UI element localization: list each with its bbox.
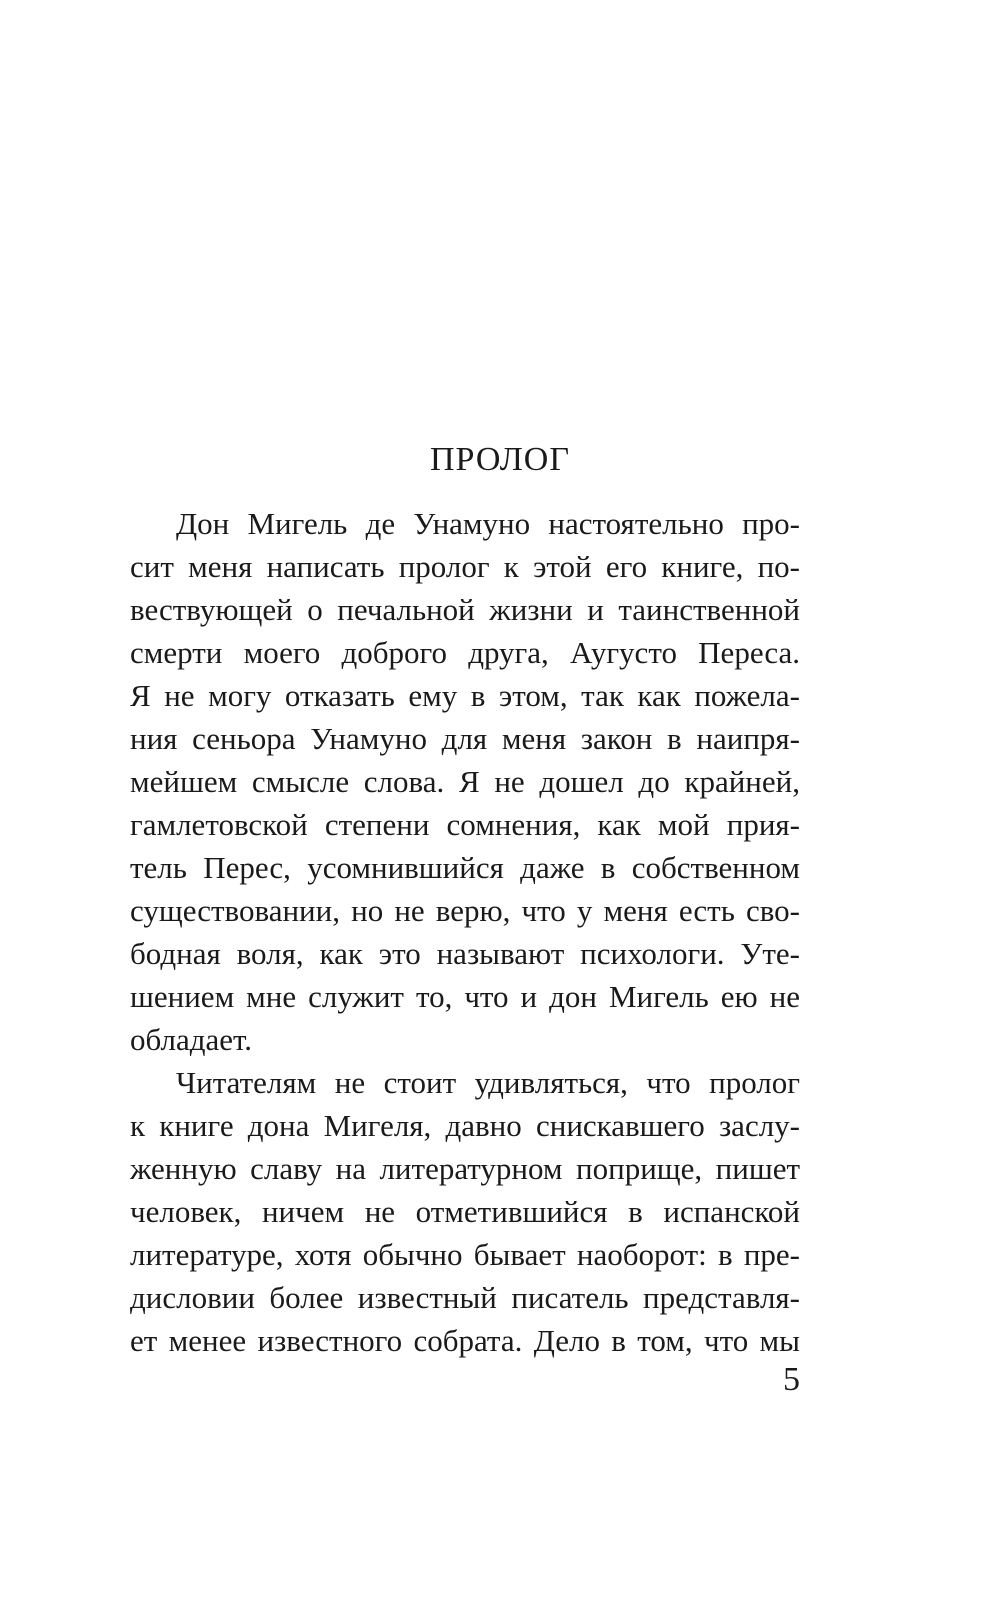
text-line: сит меня написать пролог к этой его книге, по- (130, 549, 800, 584)
text-line: смерти моего доброго друга, Аугусто Переса. (130, 635, 800, 670)
text-line: дисловии более известный писатель представля- (130, 1280, 800, 1315)
page-number: 5 (783, 1361, 800, 1398)
text-line: литературе, хотя обычно бывает наоборот: в пре- (130, 1237, 800, 1272)
text-line: женную славу на литературном поприще, пишет (130, 1151, 800, 1186)
text-line: ет менее известного собрата. Дело в том, что мы (130, 1323, 800, 1358)
text-line: обладает. (130, 1022, 252, 1057)
text-line: к книге дона Мигеля, давно снискавшего заслу- (130, 1108, 800, 1143)
text-line: ния сеньора Унамуно для меня закон в наипря- (130, 721, 800, 756)
text-line: существовании, но не верю, что у меня есть сво- (130, 893, 800, 928)
text-line: тель Перес, усомнившийся даже в собственном (130, 850, 800, 885)
text-line: вествующей о печальной жизни и таинственной (130, 592, 800, 627)
text-line: гамлетовской степени сомнения, как мой прия- (130, 807, 800, 842)
chapter-title: ПРОЛОГ (429, 441, 570, 478)
text-line: мейшем смысле слова. Я не дошел до крайней, (130, 764, 800, 799)
text-line: Я не могу отказать ему в этом, так как пожела- (130, 678, 800, 713)
text-line: Дон Мигель де Унамуно настоятельно про- (176, 506, 800, 541)
text-line: человек, ничем не отметившийся в испанской (130, 1194, 800, 1229)
text-line: Читателям не стоит удивляться, что пролог (176, 1065, 800, 1100)
text-line: бодная воля, как это называют психологи. Уте- (130, 936, 800, 971)
text-line: шением мне служит то, что и дон Мигель ею не (130, 979, 800, 1014)
